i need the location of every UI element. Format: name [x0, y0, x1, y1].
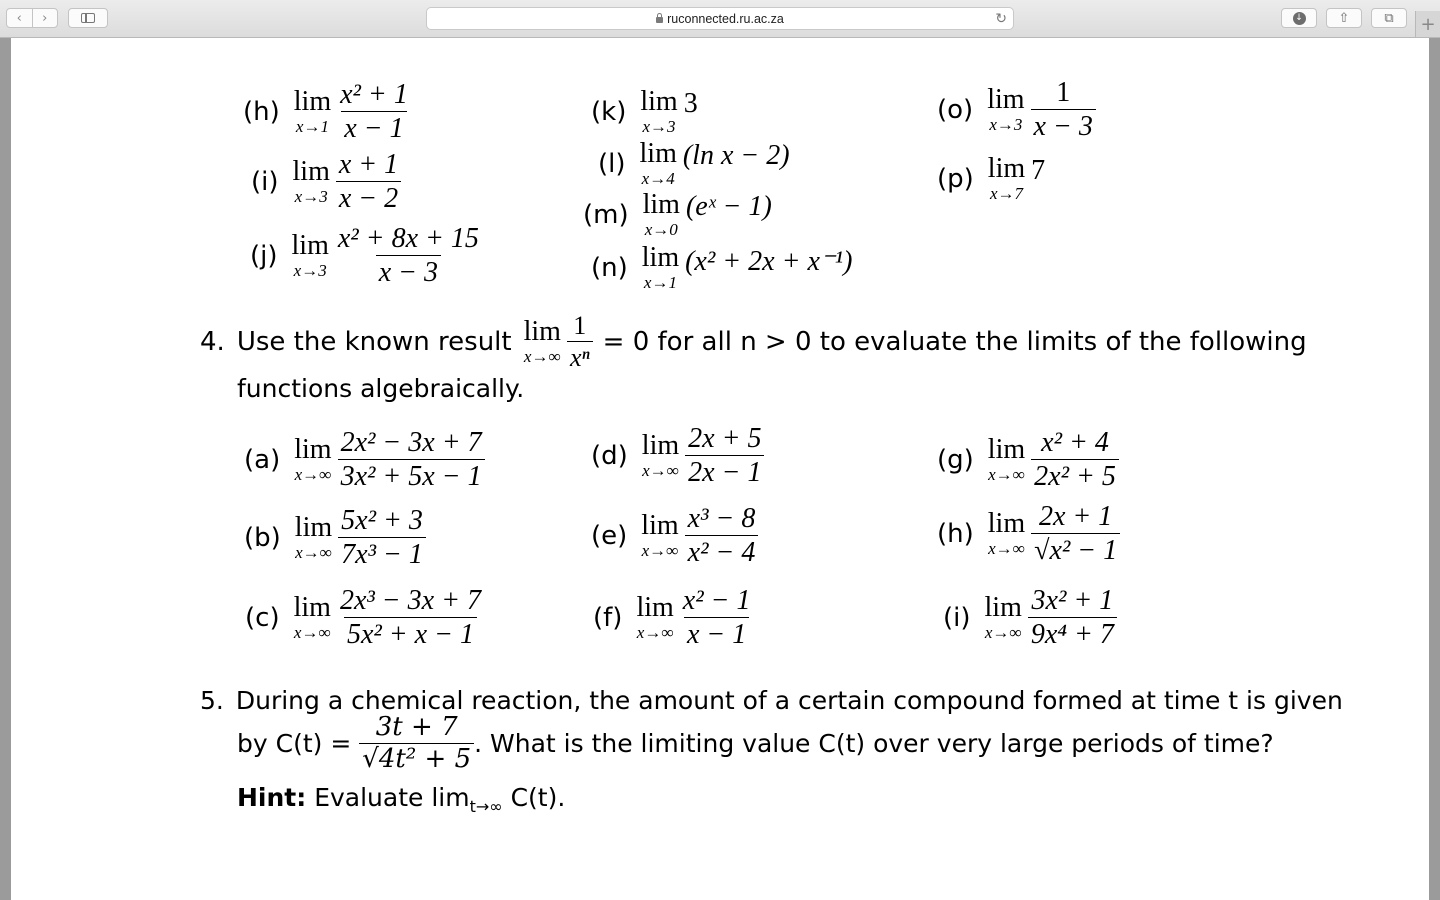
- forward-button[interactable]: ›: [42, 10, 48, 26]
- q5-line2: by C(t) = $\frac{3t + 7}{\text{√4t² + 5}}$ . What is the limiting value C(t) over very large periods of time?: [237, 712, 1274, 775]
- share-icon: ⇧: [1338, 10, 1350, 26]
- q4-item-a: (a) lim x→∞ $\frac{\text{2x² − 3x + 7}}{\text{3x² + 5x − 1}}$: [244, 428, 485, 492]
- q4-item-b: (b) lim x→∞ $\frac{\text{5x² + 3}}{\text{7x³ − 1}}$: [244, 506, 426, 570]
- address-bar[interactable]: [426, 7, 1014, 30]
- q4-item-i: (i) lim x→∞ $\frac{\text{3x² + 1}}{\text{9x⁴ + 7}}$: [943, 586, 1117, 650]
- q3-item-h: (h) lim x→1 $\frac{\text{x² + 1}}{x - 1}$: [243, 79, 408, 145]
- q4-item-g: (g) lim x→∞ $\frac{\text{x² + 4}}{\text{2x² + 5}}$: [937, 428, 1119, 492]
- item-label: (h): [243, 96, 280, 127]
- q3-item-o: (o) lim x→3 $\frac{1}{x - 3}$: [937, 78, 1096, 142]
- tabs-icon: ⧉: [1384, 10, 1394, 26]
- browser-toolbar: [0, 0, 1440, 38]
- q3-item-n: (n) lim x→1 (x² + 2x + x⁻¹): [591, 242, 853, 292]
- q4-item-e: (e) lim x→∞ $\frac{\text{x³ − 8}}{\text{x² − 4}}$: [591, 504, 758, 568]
- nav-buttons: [6, 8, 58, 28]
- q4-item-c: (c) lim x→∞ $\frac{\text{2x³ − 3x + 7}}{\text{5x² + x − 1}}$: [245, 585, 481, 651]
- share-button[interactable]: [1326, 8, 1362, 28]
- question-number: 4.: [200, 326, 225, 357]
- question-number: 5.: [200, 686, 224, 715]
- page-content: [11, 38, 1429, 900]
- q4-item-f: (f) lim x→∞ $\frac{\text{x² − 1}}{x - 1}$: [593, 585, 751, 651]
- download-icon: ↓: [1293, 12, 1306, 25]
- url-text: ruconnected.ru.ac.za: [667, 11, 784, 26]
- q3-item-m: (m) lim x→0 (eˣ − 1): [583, 189, 772, 239]
- q3-item-k: (k) lim x→3 3: [591, 86, 698, 136]
- q4-intro-line2: functions algebraically.: [237, 374, 525, 403]
- item-label: (i): [251, 166, 279, 197]
- q5-line1: 5. During a chemical reaction, the amount of a certain compound formed at time t is given: [200, 686, 1343, 715]
- q5-hint: Hint: Evaluate $\lim_{t\to\infty} C(t)$.: [237, 783, 566, 816]
- sidebar-button[interactable]: [68, 8, 108, 28]
- item-label: (k): [591, 96, 627, 127]
- item-label: (m): [583, 199, 629, 230]
- q4-intro: 4. Use the known result lim x→∞ $\frac{1}{\text{xⁿ}}$ = 0 for all n > 0 to evaluate the limits of the following: [200, 311, 1307, 373]
- back-button[interactable]: ‹: [7, 9, 33, 27]
- tabs-button[interactable]: [1371, 8, 1407, 28]
- item-label: (l): [598, 148, 626, 179]
- q4-item-d: (d) lim x→∞ $\frac{2x + 5}{2x - 1}$: [591, 424, 764, 488]
- sidebar-icon: [81, 13, 95, 23]
- q3-item-j: (j) lim x→3 $\frac{\text{x² + 8x + 15}}{x - 3}$: [250, 223, 479, 289]
- lock-icon: [656, 17, 663, 23]
- download-button[interactable]: [1281, 8, 1317, 28]
- q3-item-l: (l) lim x→4 (ln x − 2): [598, 138, 790, 188]
- item-label: (n): [591, 252, 628, 283]
- q3-item-i: (i) lim x→3 $\frac{x + 1}{x - 2}$: [251, 150, 401, 214]
- reload-icon[interactable]: ↻: [995, 10, 1007, 26]
- item-label: (j): [250, 240, 278, 271]
- q3-item-p: (p) lim x→7 7: [937, 153, 1046, 203]
- item-label: (p): [937, 163, 974, 194]
- item-label: (o): [937, 94, 974, 125]
- new-tab-button[interactable]: +: [1415, 11, 1440, 37]
- q4-item-h: (h) lim x→∞ $\frac{2x + 1}{\text{√x² − 1}}$: [937, 502, 1120, 566]
- hint-label: Hint:: [237, 783, 307, 812]
